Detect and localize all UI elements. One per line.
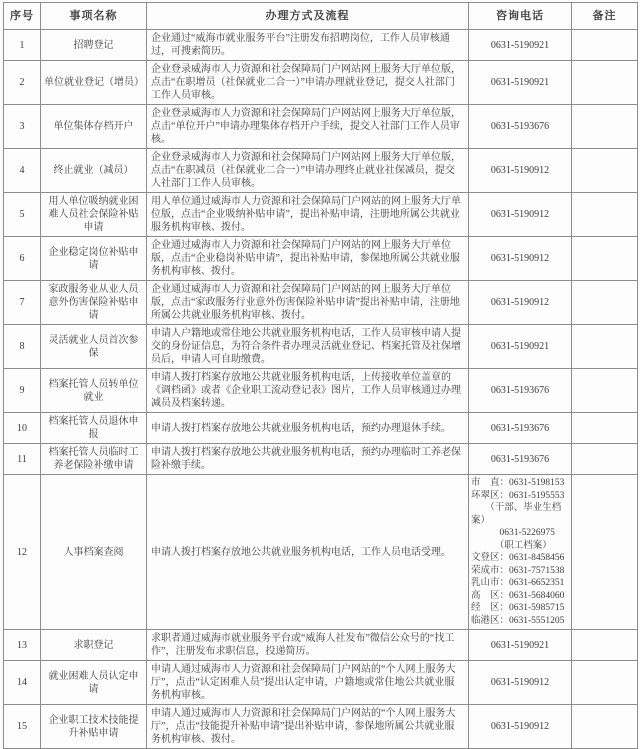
row-remark (572, 105, 638, 149)
row-remark (572, 630, 638, 661)
phone-line: 0631-5193676 (490, 121, 550, 132)
phone-line: 0631-5190912 (490, 165, 550, 176)
row-item-name: 档案托管人员退休申报 (41, 413, 147, 444)
row-item-name: 单位就业登记（增员） (41, 61, 147, 105)
phone-line: 经 区：0631-5985715 (471, 603, 565, 613)
phone-line: 市 直：0631-5198153 (471, 478, 565, 488)
row-phone (469, 61, 572, 105)
row-phone (469, 369, 572, 413)
row-phone (469, 149, 572, 193)
row-item-name: 档案托管人员转单位就业 (41, 369, 147, 413)
row-phone (469, 705, 572, 749)
table-row (4, 61, 638, 105)
table-row (4, 369, 638, 413)
row-seq: 3 (4, 105, 41, 149)
row-phone (469, 475, 572, 630)
col-header-phone: 咨询电话 (469, 3, 572, 30)
phone-line: 0631-5193676 (490, 385, 550, 396)
row-method: 企业通过威海市人力资源和社会保障局门户网站的网上服务大厅单位版，点击“企业稳岗补贴申请”，提出补贴申请，参保地所属公共就业服务机构审核、拨付。 (147, 237, 469, 281)
row-seq: 8 (4, 325, 41, 369)
row-method: 申请人通过威海市人力资源和社会保障局门户网站的“个人网上服务大厅”，点击“认定困难人员”提出认定申请，户籍地或常住地公共就业服务机构审核。 (147, 661, 469, 705)
row-remark (572, 369, 638, 413)
row-phone (469, 325, 572, 369)
row-item-name: 人事档案查阅 (41, 475, 147, 630)
row-method: 申请人户籍地或常住地公共就业服务机构电话，工作人员审核申请人提交的身份证信息，为符合条件者办理灵活就业登记、档案托管及社保增员后，申请人可自助缴费。 (147, 325, 469, 369)
row-method: 企业登录威海市人力资源和社会保障局门户网站网上服务大厅单位版，点击“在职减员（社保就业二合一）”申请办理终止就业社保减员，提交人社部门工作人员审核。 (147, 149, 469, 193)
row-phone (469, 661, 572, 705)
phone-line: 0631-5190921 (490, 341, 550, 352)
phone-line: 乳山市：0631-6652351 (471, 578, 565, 588)
table-row (4, 661, 638, 705)
row-method: 申请人拨打档案存放地公共就业服务机构电话，预约办理退休手续。 (147, 413, 469, 444)
row-item-name: 灵活就业人员首次参保 (41, 325, 147, 369)
table-row (4, 325, 638, 369)
col-header-item-name: 事项名称 (41, 3, 147, 30)
row-remark (572, 705, 638, 749)
row-phone (469, 105, 572, 149)
row-remark (572, 61, 638, 105)
row-seq: 5 (4, 193, 41, 237)
row-seq: 11 (4, 444, 41, 475)
phone-line: 0631-5193676 (490, 453, 550, 465)
table-body (4, 30, 638, 749)
phone-line: 0631-5190912 (490, 297, 550, 308)
row-method: 企业通过“威海市就业服务平台”注册发布招聘岗位，工作人员审核通过，可搜索简历。 (147, 30, 469, 61)
table-row (4, 193, 638, 237)
row-method: 求职者通过威海市就业服务平台或“威海人社发布”微信公众号的“找工作”，注册发布求职信息，投递简历。 (147, 630, 469, 661)
row-seq: 9 (4, 369, 41, 413)
service-table-page (0, 2, 640, 745)
row-method: 企业登录威海市人力资源和社会保障局门户网站网上服务大厅单位版，点击“在职增员（社保就业二合一）”申请办理就业登记，提交人社部门工作人员审核。 (147, 61, 469, 105)
row-item-name: 家政服务业从业人员意外伤害保险补贴申请 (41, 281, 147, 325)
phone-line: 0631-5190921 (490, 77, 550, 88)
row-item-name: 终止就业（减员） (41, 149, 147, 193)
row-remark (572, 281, 638, 325)
row-remark (572, 149, 638, 193)
row-seq: 12 (4, 475, 41, 630)
row-remark (572, 444, 638, 475)
table-row (4, 105, 638, 149)
row-seq: 2 (4, 61, 41, 105)
row-method: 申请人通过威海市人力资源和社会保障局门户网站的“个人网上服务大厅”，点击“技能提升补贴申请”提出补贴申请，参保地所属公共就业服务机构审核、拨付。 (147, 705, 469, 749)
table-row (4, 475, 638, 630)
row-phone (469, 413, 572, 444)
row-item-name: 就业困难人员认定申请 (41, 661, 147, 705)
table-row (4, 413, 638, 444)
row-method: 用人单位通过威海市人力资源和社会保障局门户网站的网上服务大厅单位版，点击“企业吸纳补贴申请”，提出补贴申请，注册地所属公共就业服务机构审核、拨付。 (147, 193, 469, 237)
row-item-name: 用人单位吸纳就业困难人员社会保险补贴申请 (41, 193, 147, 237)
header-row (4, 3, 638, 30)
table-row (4, 444, 638, 475)
row-phone (469, 444, 572, 475)
table-row (4, 630, 638, 661)
row-item-name: 企业稳定岗位补贴申请 (41, 237, 147, 281)
row-method: 申请人拨打档案存放地公共就业服务机构电话，工作人员电话受理。 (147, 475, 469, 630)
row-remark (572, 325, 638, 369)
row-remark (572, 661, 638, 705)
row-remark (572, 237, 638, 281)
row-phone (469, 193, 572, 237)
row-seq: 10 (4, 413, 41, 444)
row-remark (572, 30, 638, 61)
row-method: 申请人拨打档案存放地公共就业服务机构电话，上传接收单位盖章的《调档函》或者《企业职工流动登记表》图片，工作人员审核通过办理减员及档案转递。 (147, 369, 469, 413)
row-item-name: 企业职工技术技能提升补贴申请 (41, 705, 147, 749)
phone-line: 0631-5190921 (490, 639, 550, 651)
row-item-name: 求职登记 (41, 630, 147, 661)
row-seq: 1 (4, 30, 41, 61)
row-item-name: 招聘登记 (41, 30, 147, 61)
row-item-name: 单位集体存档开户 (41, 105, 147, 149)
col-header-seq: 序号 (4, 3, 41, 30)
col-header-remark: 备注 (572, 3, 638, 30)
phone-line: 0631-5226975 (471, 528, 555, 538)
phone-line: 0631-5190912 (490, 721, 550, 732)
row-seq: 6 (4, 237, 41, 281)
table-row (4, 149, 638, 193)
row-seq: 4 (4, 149, 41, 193)
phone-line: （职工档案） (471, 540, 552, 551)
table-row (4, 237, 638, 281)
row-remark (572, 475, 638, 630)
phone-line: 荣成市：0631-7571538 (471, 565, 565, 576)
row-remark (572, 193, 638, 237)
row-method: 企业登录威海市人力资源和社会保障局门户网站网上服务大厅单位版，点击“单位开户”申请办理集体存档开户手续，提交人社部门工作人员审核。 (147, 105, 469, 149)
service-items-table (3, 2, 638, 749)
row-seq: 13 (4, 630, 41, 661)
row-seq: 15 (4, 705, 41, 749)
row-remark (572, 413, 638, 444)
table-row (4, 281, 638, 325)
row-phone (469, 30, 572, 61)
row-method: 企业通过威海市人力资源和社会保障局门户网站的网上服务大厅单位版，点击“家政服务行业意外伤害保险补贴申请”提出补贴申请，注册地所属公共就业服务机构审核、拨付。 (147, 281, 469, 325)
phone-line: 0631-5190921 (490, 39, 550, 51)
table-row (4, 705, 638, 749)
phone-line: 0631-5190912 (490, 253, 550, 264)
phone-line: 临港区：0631-5551205 (471, 615, 565, 626)
row-item-name: 档案托管人员临时工养老保险补缴申请 (41, 444, 147, 475)
phone-line: （干部、毕业生档案） (471, 503, 562, 526)
table-row (4, 30, 638, 61)
row-seq: 7 (4, 281, 41, 325)
row-phone (469, 237, 572, 281)
phone-line: 0631-5190912 (490, 209, 550, 220)
phone-line: 环翠区：0631-5195553 (471, 490, 565, 501)
phone-line: 0631-5190912 (490, 677, 550, 688)
row-phone (469, 281, 572, 325)
col-header-method: 办理方式及流程 (147, 3, 469, 30)
row-method: 申请人拨打档案存放地公共就业服务机构电话，预约办理临时工养老保险补缴手续。 (147, 444, 469, 475)
phone-line: 文登区：0631-8458456 (471, 553, 565, 563)
phone-line: 高 区：0631-5684060 (471, 590, 565, 601)
row-phone (469, 630, 572, 661)
row-seq: 14 (4, 661, 41, 705)
phone-line: 0631-5193676 (490, 422, 550, 434)
